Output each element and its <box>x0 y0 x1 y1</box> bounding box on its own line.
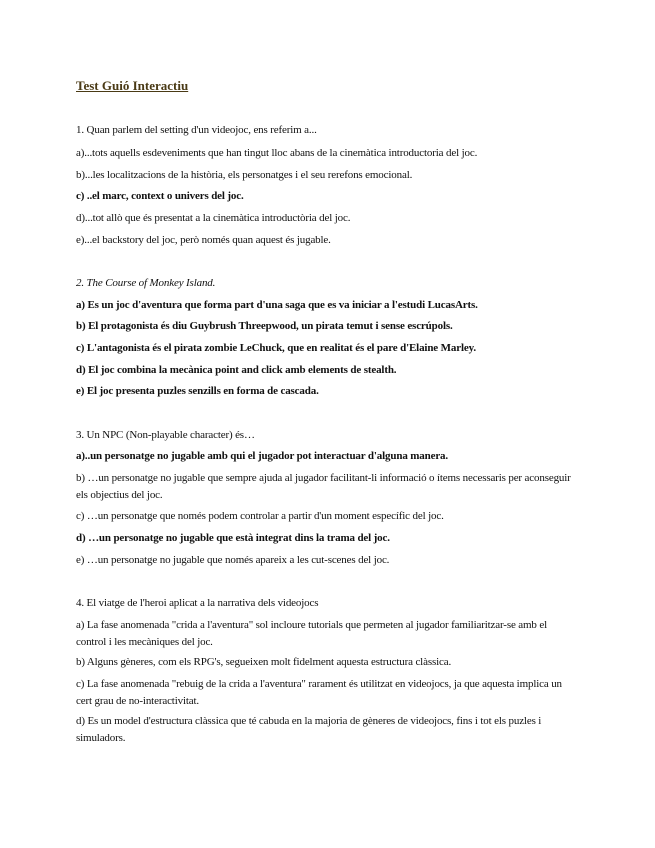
question-2-option-a: a) Es un joc d'aventura que forma part d'una saga que es va iniciar a l'estudi LucasArts. <box>76 299 478 311</box>
question-3-option-c: c) …un personatge que només podem controlar a partir d'un moment específic del joc. <box>76 510 444 522</box>
question-3: 3. Un NPC (Non-playable character) és… <box>76 429 255 441</box>
question-4-option-c: c) La fase anomenada "rebuig de la crida a l'aventura" rarament és utilitzat en videojocs, ja que aquesta implica un cert grau de no-interactivitat. <box>76 678 562 707</box>
question-2-option-d: d) El joc combina la mecànica point and click amb elements de stealth. <box>76 364 397 376</box>
question-1-option-d: d)...tot allò que és presentat a la cinemàtica introductòria del joc. <box>76 212 351 224</box>
question-4-option-a: a) La fase anomenada "crida a l'aventura" sol incloure tutorials que permeten al jugador familiaritzar-se amb el control i les mecàniques del joc. <box>76 619 548 648</box>
question-3-option-a: a)..un personatge no jugable amb qui el jugador pot interactuar d'alguna manera. <box>76 450 449 462</box>
question-2-option-b: b) El protagonista és diu Guybrush Threepwood, un pirata temut i sense escrúpols. <box>76 320 453 332</box>
question-4-option-b: b) Alguns gèneres, com els RPG's, segueixen molt fidelment aquesta estructura clàssica. <box>76 656 452 668</box>
question-4-option-d: d) Es un model d'estructura clàssica que té cabuda en la majoria de gèneres de videojocs, fins i tot els puzles i simuladors. <box>76 715 542 744</box>
question-4: 4. El viatge de l'heroi aplicat a la narrativa dels videojocs <box>76 597 319 609</box>
question-3-option-b: b) …un personatge no jugable que sempre ajuda al jugador facilitant-li informació o ítems necessaris per aconseguir els objectius del joc. <box>76 472 571 501</box>
question-1-option-e: e)...el backstory del joc, però només quan aquest és jugable. <box>76 234 331 246</box>
question-1-option-c: c) ..el marc, context o univers del joc. <box>76 190 244 202</box>
question-1-option-b: b)...les localitzacions de la història, els personatges i el seu rerefons emocional. <box>76 169 413 181</box>
question-1-option-a: a)...tots aquells esdeveniments que han tingut lloc abans de la cinemàtica introductoria del joc. <box>76 147 478 159</box>
question-3-option-e: e) …un personatge no jugable que només apareix a les cut-scenes del joc. <box>76 554 390 566</box>
question-2: 2. The Course of Monkey Island. <box>76 277 216 289</box>
document-title: Test Guió Interactiu <box>76 78 189 93</box>
question-2-option-c: c) L'antagonista és el pirata zombie LeChuck, que en realitat és el pare d'Elaine Marley. <box>76 342 476 354</box>
question-2-option-e: e) El joc presenta puzles senzills en forma de cascada. <box>76 385 319 397</box>
question-3-option-d: d) …un personatge no jugable que està integrat dins la trama del joc. <box>76 532 390 544</box>
question-1: 1. Quan parlem del setting d'un videojoc, ens referim a... <box>76 124 317 136</box>
